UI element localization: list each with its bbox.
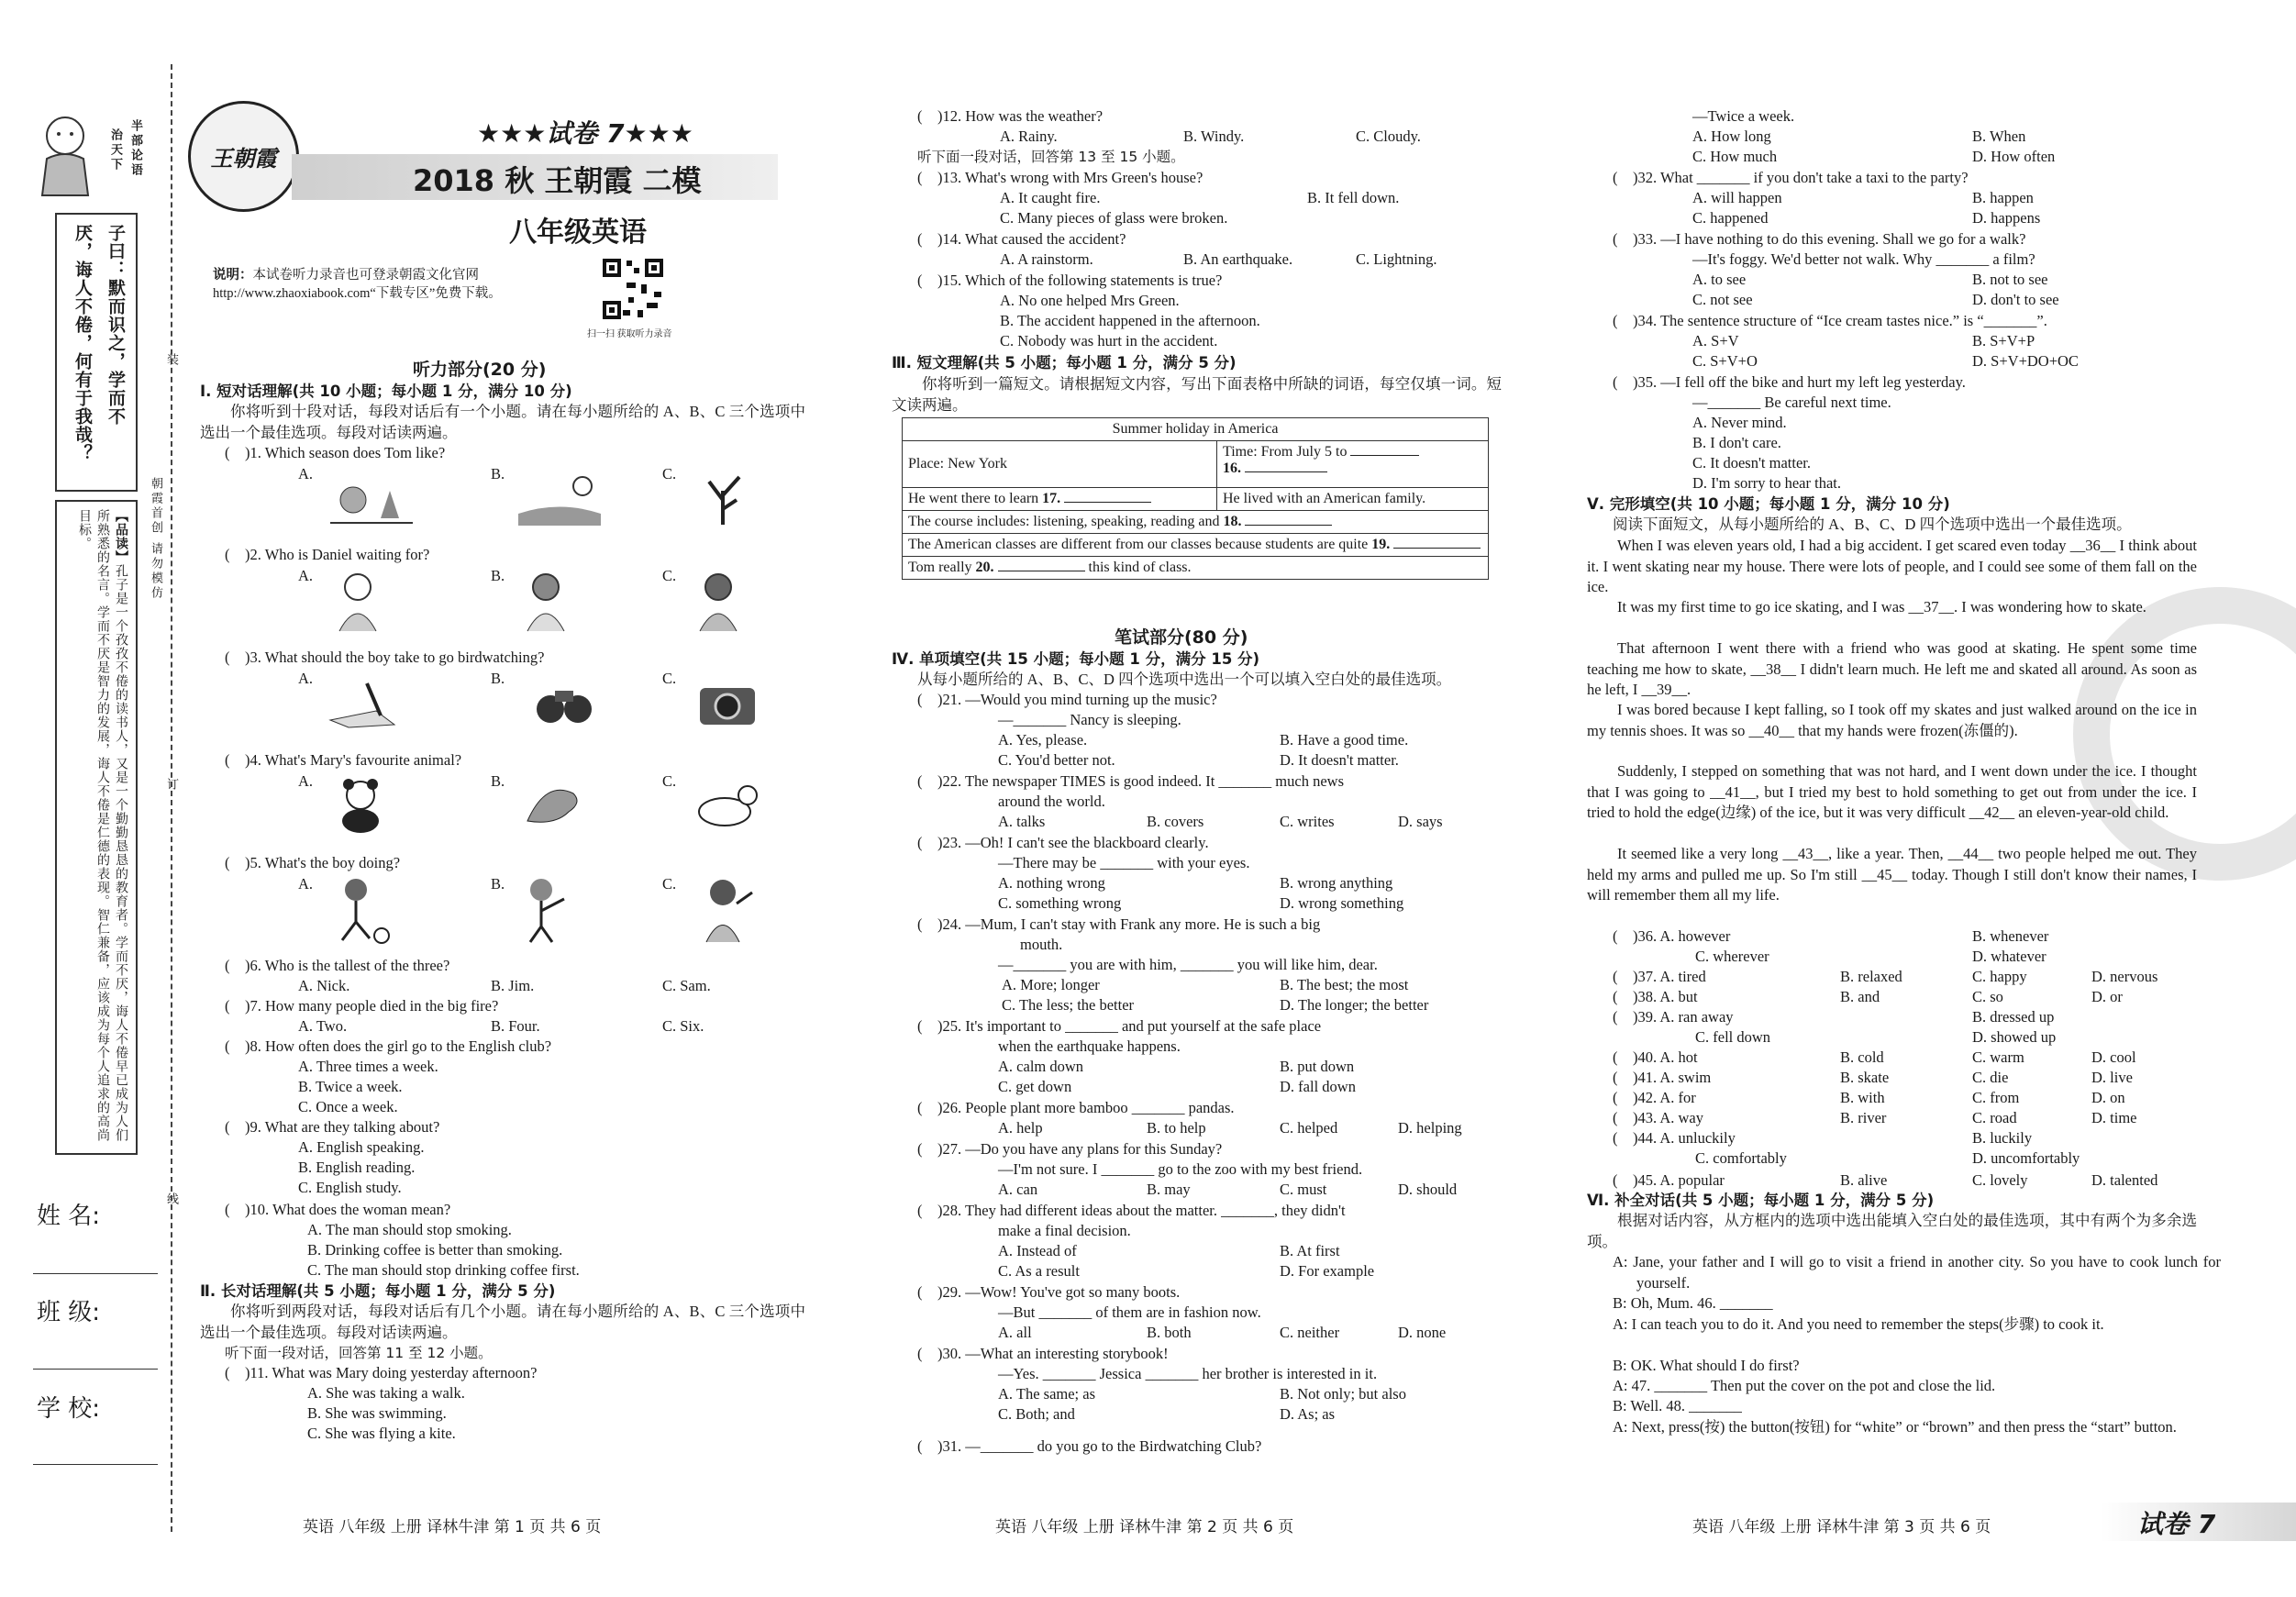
- q24-opt-b[interactable]: B. The best; the most: [1280, 976, 1409, 993]
- question-31: ( )31. —_______ do you go to the Birdwatching Club?: [917, 1437, 1262, 1455]
- q13-opt-a[interactable]: A. It caught fire.: [1000, 189, 1101, 206]
- logo: [188, 101, 299, 212]
- dialog-line-6: B: Well. 48. _______: [1613, 1397, 1742, 1414]
- writing-title: 笔试部分(80 分): [1115, 627, 1248, 648]
- q1-opt-c[interactable]: C.: [662, 465, 677, 482]
- q24-opt-c[interactable]: C. The less; the better: [1002, 996, 1135, 1014]
- c38-opt-d[interactable]: D. or: [2091, 988, 2123, 1005]
- q25-line2: when the earthquake happens.: [998, 1037, 1181, 1055]
- question-21: ( )21. —Would you mind turning up the music?: [917, 691, 1217, 708]
- q33-opt-c[interactable]: C. not see: [1692, 291, 1753, 308]
- q32-opt-d[interactable]: D. happens: [1972, 209, 2041, 227]
- cloze-40: ( )40. A. hot: [1613, 1048, 1698, 1066]
- boy-football-icon: [328, 876, 420, 931]
- q6-opt-a[interactable]: A. Nick.: [298, 977, 350, 994]
- c45-opt-b[interactable]: B. alive: [1840, 1171, 1888, 1189]
- boy-icon: [686, 569, 778, 624]
- c38-opt-c[interactable]: C. so: [1972, 988, 2003, 1005]
- c43-opt-d[interactable]: D. time: [2091, 1109, 2137, 1126]
- question-27: ( )27. —Do you have any plans for this Sunday?: [917, 1140, 1223, 1158]
- exam-title: 2018 秋 王朝霞 二模: [413, 163, 702, 198]
- question-11: ( )11. What was Mary doing yesterday afternoon?: [225, 1364, 538, 1381]
- c45-opt-c[interactable]: C. lovely: [1972, 1171, 2028, 1189]
- summer-beach-icon: [514, 472, 605, 527]
- q4-opt-c[interactable]: C.: [662, 772, 677, 790]
- q21-opt-a[interactable]: A. Yes, please.: [998, 731, 1088, 749]
- q22-line2: around the world.: [998, 793, 1105, 810]
- part2-sub2: 听下面一段对话，回答第 13 至 15 小题。: [917, 149, 1185, 165]
- question-15: ( )15. Which of the following statements is true?: [917, 272, 1223, 289]
- question-35: ( )35. —I fell off the bike and hurt my left leg yesterday.: [1613, 373, 1966, 391]
- question-26: ( )26. People plant more bamboo _______ pandas.: [917, 1099, 1235, 1116]
- quote-box: [55, 213, 138, 492]
- q27-line2: —I'm not sure. I _______ go to the zoo with my best friend.: [998, 1160, 1363, 1178]
- q35-opt-b[interactable]: B. I don't care.: [1692, 434, 1781, 451]
- q4-opt-b[interactable]: B.: [491, 772, 505, 790]
- part3-instructions: 你将听到一篇短文。请根据短文内容，写出下面表格中所缺的词语，每空仅填一词。短文读两遍。: [892, 375, 1502, 414]
- question-2: ( )2. Who is Daniel waiting for?: [225, 546, 430, 563]
- q8-opt-c[interactable]: C. Once a week.: [298, 1098, 398, 1115]
- q14-opt-c[interactable]: C. Lightning.: [1356, 250, 1437, 268]
- q26-opt-c[interactable]: C. helped: [1280, 1119, 1338, 1137]
- binding-line: [171, 64, 172, 1532]
- q22-opt-d[interactable]: D. says: [1398, 813, 1443, 830]
- table-lived: He lived with an American family.: [1217, 488, 1489, 511]
- q21-opt-d[interactable]: D. It doesn't matter.: [1280, 751, 1399, 769]
- c44-opt-d[interactable]: D. uncomfortably: [1972, 1149, 2080, 1167]
- motto: 半部论语: [128, 119, 142, 178]
- q30-opt-d[interactable]: D. As; as: [1280, 1405, 1336, 1423]
- q31-opt-d[interactable]: D. How often: [1972, 148, 2056, 165]
- q26-opt-d[interactable]: D. helping: [1398, 1119, 1462, 1137]
- boy-brushing-icon: [695, 876, 787, 931]
- q5-opt-b[interactable]: B.: [491, 875, 505, 893]
- cloze-41: ( )41. A. swim: [1613, 1069, 1712, 1086]
- quote-col1: 子曰：默而识之，学而不: [105, 224, 126, 426]
- class-label: 班 级:: [37, 1299, 101, 1326]
- q3-opt-a[interactable]: A.: [298, 670, 314, 687]
- c40-opt-b[interactable]: B. cold: [1840, 1048, 1884, 1066]
- q29-opt-d[interactable]: D. none: [1398, 1324, 1447, 1341]
- q22-opt-c[interactable]: C. writes: [1280, 813, 1335, 830]
- question-12: ( )12. How was the weather?: [917, 107, 1104, 125]
- q6-opt-b[interactable]: B. Jim.: [491, 977, 535, 994]
- cloze-39: ( )39. A. ran away: [1613, 1008, 1734, 1026]
- question-32: ( )32. What _______ if you don't take a taxi to the party?: [1613, 169, 1969, 186]
- panda-icon: [328, 775, 420, 830]
- q28-opt-c[interactable]: C. As a result: [998, 1262, 1080, 1280]
- footer-page2: 英语 八年级 上册 译林牛津 第 2 页 共 6 页: [995, 1518, 1294, 1536]
- school-label: 学 校:: [37, 1395, 101, 1423]
- dialog-line-5: A: 47. _______ Then put the cover on the pot and close the lid.: [1613, 1377, 1996, 1394]
- q35-opt-d[interactable]: D. I'm sorry to hear that.: [1692, 474, 1841, 492]
- cloze-para-2: It was my first time to go ice skating, and I was __37__. I was wondering how to skate.: [1617, 598, 2146, 616]
- q25-opt-c[interactable]: C. get down: [998, 1078, 1072, 1095]
- q24-line2: mouth.: [1020, 936, 1063, 953]
- q15-opt-b[interactable]: B. The accident happened in the afternoon.: [1000, 312, 1260, 329]
- name-line[interactable]: [33, 1273, 158, 1274]
- part2-title: Ⅱ. 长对话理解(共 5 小题；每小题 1 分，满分 5 分): [200, 1282, 556, 1300]
- q22-opt-a[interactable]: A. talks: [998, 813, 1046, 830]
- cloze-44: ( )44. A. unluckily: [1613, 1129, 1736, 1147]
- q15-opt-c[interactable]: C. Nobody was hurt in the accident.: [1000, 332, 1218, 349]
- q1-opt-b[interactable]: B.: [491, 465, 505, 482]
- table-place: Place: New York: [903, 441, 1217, 488]
- q10-opt-c[interactable]: C. The man should stop drinking coffee first.: [307, 1261, 580, 1279]
- question-29: ( )29. —Wow! You've got so many boots.: [917, 1283, 1181, 1301]
- c37-opt-d[interactable]: D. nervous: [2091, 968, 2158, 985]
- q25-opt-a[interactable]: A. calm down: [998, 1058, 1084, 1075]
- question-25: ( )25. It's important to _______ and put yourself at the safe place: [917, 1017, 1322, 1035]
- question-9: ( )9. What are they talking about?: [225, 1118, 440, 1136]
- question-1: ( )1. Which season does Tom like?: [225, 444, 446, 461]
- c42-opt-d[interactable]: D. on: [2091, 1089, 2125, 1106]
- logo-text: 王朝霞: [210, 145, 277, 172]
- q23-opt-b[interactable]: B. wrong anything: [1280, 874, 1393, 892]
- q4-opt-a[interactable]: A.: [298, 772, 314, 790]
- q27-opt-d[interactable]: D. should: [1398, 1181, 1458, 1198]
- part1-instructions: 你将听到十段对话，每段对话后有一个小题。请在每小题所给的 A、B、C 三个选项中选出一个最佳选项。每段对话读两遍。: [200, 403, 805, 441]
- q27-opt-b[interactable]: B. may: [1147, 1181, 1191, 1198]
- cloze-37: ( )37. A. tired: [1613, 968, 1706, 985]
- q11-opt-b[interactable]: B. She was swimming.: [307, 1404, 447, 1422]
- q29-line2: —But _______ of them are in fashion now.: [998, 1303, 1261, 1321]
- q24-opt-d[interactable]: D. The longer; the better: [1280, 996, 1429, 1014]
- q23-opt-d[interactable]: D. wrong something: [1280, 894, 1404, 912]
- part5-title: Ⅴ. 完形填空(共 10 小题；每小题 1 分，满分 10 分): [1587, 495, 1950, 513]
- q34-opt-c[interactable]: C. S+V+O: [1692, 352, 1758, 370]
- q32-opt-b[interactable]: B. happen: [1972, 189, 2034, 206]
- cloze-43: ( )43. A. way: [1613, 1109, 1703, 1126]
- q9-opt-b[interactable]: B. English reading.: [298, 1159, 416, 1176]
- question-10: ( )10. What does the woman mean?: [225, 1201, 451, 1218]
- c44-opt-c[interactable]: C. comfortably: [1695, 1149, 1787, 1167]
- q35-opt-a[interactable]: A. Never mind.: [1692, 414, 1787, 431]
- dialog-line-2: B: Oh, Mum. 46. _______: [1613, 1294, 1773, 1312]
- q9-opt-c[interactable]: C. English study.: [298, 1179, 402, 1196]
- cut-mark-1: 装: [164, 353, 178, 365]
- q34-opt-a[interactable]: A. S+V: [1692, 332, 1739, 349]
- question-8: ( )8. How often does the girl go to the English club?: [225, 1037, 552, 1055]
- q6-opt-c[interactable]: C. Sam.: [662, 977, 711, 994]
- dialog-line-7: A: Next, press(按) the button(按钮) for “white” or “brown” and then press the “start” button.: [1613, 1418, 2177, 1436]
- q21-opt-c[interactable]: C. You'd better not.: [998, 751, 1115, 769]
- q8-opt-b[interactable]: B. Twice a week.: [298, 1078, 403, 1095]
- blank-16[interactable]: [1245, 471, 1327, 472]
- footer-page1: 英语 八年级 上册 译林牛津 第 1 页 共 6 页: [303, 1518, 602, 1536]
- spring-scene-icon: [326, 472, 417, 527]
- q30-opt-c[interactable]: C. Both; and: [998, 1405, 1075, 1423]
- question-33: ( )33. —I have nothing to do this evening. Shall we go for a walk?: [1613, 230, 2026, 248]
- c42-opt-b[interactable]: B. with: [1840, 1089, 1885, 1106]
- q10-opt-a[interactable]: A. The man should stop smoking.: [307, 1221, 512, 1238]
- motto-2: 治天下: [108, 128, 122, 172]
- q2-opt-a[interactable]: A.: [298, 567, 314, 584]
- c42-opt-c[interactable]: C. from: [1972, 1089, 2020, 1106]
- reading-box: [55, 500, 138, 1155]
- cloze-para-4: I was bored because I kept falling, so I took off my skates and just walked around on the ice in my tennis shoes. It was so __40__ that my hands were frozen(冻僵的).: [1587, 701, 2197, 739]
- c37-opt-b[interactable]: B. relaxed: [1840, 968, 1902, 985]
- cloze-36: ( )36. A. however: [1613, 927, 1731, 945]
- q8-opt-a[interactable]: A. Three times a week.: [298, 1058, 438, 1075]
- q25-opt-b[interactable]: B. put down: [1280, 1058, 1355, 1075]
- q21-line2: —_______ Nancy is sleeping.: [998, 711, 1181, 728]
- cloze-para-1: When I was eleven years old, I had a big accident. I get scared even today __36__ I think about it. I went skating near my house. There were lots of people, and I could see some of them fall on the ice.: [1587, 537, 2197, 595]
- part5-instructions: 阅读下面短文，从每小题所给的 A、B、C、D 四个选项中选出一个最佳选项。: [1613, 516, 2132, 533]
- part6-instructions: 根据对话内容，从方框内的选项中选出能填入空白处的最佳选项，其中有两个为多余选项。: [1587, 1212, 2197, 1250]
- q30-opt-b[interactable]: B. Not only; but also: [1280, 1385, 1406, 1403]
- c45-opt-d[interactable]: D. talented: [2091, 1171, 2158, 1189]
- qr-caption: 扫一扫 获取听力录音: [587, 329, 672, 339]
- q9-opt-a[interactable]: A. English speaking.: [298, 1138, 425, 1156]
- q12-opt-b[interactable]: B. Windy.: [1183, 128, 1245, 145]
- blank-19[interactable]: [1393, 548, 1481, 549]
- q35-opt-c[interactable]: C. It doesn't matter.: [1692, 454, 1811, 471]
- dolphin-icon: [518, 775, 610, 830]
- question-24: ( )24. —Mum, I can't stay with Frank any more. He is such a big: [917, 915, 1321, 933]
- cloze-42: ( )42. A. for: [1613, 1089, 1696, 1106]
- q30-line2: —Yes. _______ Jessica _______ her brother is interested in it.: [998, 1365, 1378, 1382]
- q25-opt-d[interactable]: D. fall down: [1280, 1078, 1356, 1095]
- q31-line2: —Twice a week.: [1692, 107, 1795, 125]
- q3-opt-b[interactable]: B.: [491, 670, 505, 687]
- q28-opt-b[interactable]: B. At first: [1280, 1242, 1340, 1259]
- camera-icon: [695, 674, 787, 729]
- q34-opt-d[interactable]: D. S+V+DO+OC: [1972, 352, 2079, 370]
- qr-code[interactable]: [601, 257, 665, 321]
- part2-instructions: 你将听到两段对话，每段对话后有几个小题。请在每小题所给的 A、B、C 三个选项中选出一个最佳选项。每段对话读两遍。: [200, 1303, 805, 1341]
- question-23: ( )23. —Oh! I can't see the blackboard clearly.: [917, 834, 1209, 851]
- c40-opt-d[interactable]: D. cool: [2091, 1048, 2136, 1066]
- q28-opt-d[interactable]: D. For example: [1280, 1262, 1375, 1280]
- q12-opt-c[interactable]: C. Cloudy.: [1356, 128, 1421, 145]
- question-5: ( )5. What's the boy doing?: [225, 854, 401, 871]
- q2-opt-b[interactable]: B.: [491, 567, 505, 584]
- q21-opt-b[interactable]: B. Have a good time.: [1280, 731, 1409, 749]
- q29-opt-b[interactable]: B. both: [1147, 1324, 1192, 1341]
- part2-sub1: 听下面一段对话，回答第 11 至 12 小题。: [225, 1345, 493, 1361]
- q31-opt-a[interactable]: A. How long: [1692, 128, 1771, 145]
- q24-opt-a[interactable]: A. More; longer: [1002, 976, 1100, 993]
- c36-opt-c[interactable]: C. wherever: [1695, 948, 1769, 965]
- class-line[interactable]: [33, 1369, 158, 1370]
- cut-mark-2: 订: [164, 778, 178, 790]
- c39-opt-d[interactable]: D. showed up: [1972, 1028, 2057, 1046]
- q10-opt-b[interactable]: B. Drinking coffee is better than smoking.: [307, 1241, 563, 1259]
- question-4: ( )4. What's Mary's favourite animal?: [225, 751, 462, 769]
- question-3: ( )3. What should the boy take to go birdwatching?: [225, 649, 545, 666]
- c43-opt-c[interactable]: C. road: [1972, 1109, 2017, 1126]
- c40-opt-c[interactable]: C. warm: [1972, 1048, 2024, 1066]
- question-13: ( )13. What's wrong with Mrs Green's house?: [917, 169, 1203, 186]
- c37-opt-c[interactable]: C. happy: [1972, 968, 2027, 985]
- part6-title: Ⅵ. 补全对话(共 5 小题；每小题 1 分，满分 5 分): [1587, 1192, 1935, 1209]
- q32-opt-a[interactable]: A. will happen: [1692, 189, 1782, 206]
- cloze-para-5: Suddenly, I stepped on something that was not hard, and I went down under the ice. I thought that I was going to __41__, but I tried my best to hold something to get out from under the ice. I tried to hold the edge(边缘) of the ice, but it was very difficult __42__ an eleven-year-old child.: [1587, 762, 2197, 821]
- q11-opt-c[interactable]: C. She was flying a kite.: [307, 1425, 456, 1442]
- reading-text: 【品读】孔子是一个孜孜不倦的读书人，又是一个勤勤恳恳的教育者。学而不厌，诲人不倦早已成为人们所熟悉的名言。学而不厌是智力的发展，诲人不倦是仁德的表现。智仁兼备，应该成为每个人追求的高尚目标。: [77, 509, 128, 1142]
- cut-mark-3: 线: [164, 1192, 178, 1204]
- q35-line2: —_______ Be careful next time.: [1692, 394, 1891, 411]
- cloze-38: ( )38. A. but: [1613, 988, 1698, 1005]
- q7-opt-a[interactable]: A. Two.: [298, 1017, 348, 1035]
- q31-opt-b[interactable]: B. When: [1972, 128, 2026, 145]
- c36-opt-d[interactable]: D. whatever: [1972, 948, 2046, 965]
- dialog-line-3: A: I can teach you to do it. And you need to remember the steps(步骤) to cook it.: [1613, 1315, 2104, 1333]
- boy-kite-icon: [514, 876, 605, 931]
- binoculars-icon: [532, 677, 624, 732]
- q7-opt-c[interactable]: C. Six.: [662, 1017, 704, 1035]
- table-classes: The American classes are different from our classes because students are quite 19.: [903, 534, 1489, 557]
- q31-opt-c[interactable]: C. How much: [1692, 148, 1778, 165]
- paper-tag: 试卷 7: [2137, 1509, 2216, 1539]
- listening-title: 听力部分(20 分): [413, 360, 547, 380]
- question-22: ( )22. The newspaper TIMES is good indeed. It _______ much news: [917, 772, 1344, 790]
- q28-line2: make a final decision.: [998, 1222, 1131, 1239]
- dialog-line-4: B: OK. What should I do first?: [1613, 1357, 1800, 1374]
- table-course: The course includes: listening, speaking, reading and 18.: [903, 511, 1489, 534]
- table-really: Tom really 20. this kind of class.: [903, 557, 1489, 580]
- table-title: Summer holiday in America: [903, 418, 1489, 441]
- c41-opt-c[interactable]: C. die: [1972, 1069, 2009, 1086]
- q29-opt-c[interactable]: C. neither: [1280, 1324, 1340, 1341]
- q13-opt-c[interactable]: C. Many pieces of glass were broken.: [1000, 209, 1228, 227]
- q15-opt-a[interactable]: A. No one helped Mrs Green.: [1000, 292, 1180, 309]
- part3-title: Ⅲ. 短文理解(共 5 小题；每小题 1 分，满分 5 分): [892, 354, 1237, 372]
- bare-tree-icon: [686, 468, 778, 523]
- school-line[interactable]: [33, 1464, 158, 1465]
- q13-opt-b[interactable]: B. It fell down.: [1307, 189, 1400, 206]
- q24-line3: —_______ you are with him, _______ you will like him, dear.: [998, 956, 1378, 973]
- c41-opt-d[interactable]: D. live: [2091, 1069, 2133, 1086]
- q23-line2: —There may be _______ with your eyes.: [998, 854, 1250, 871]
- q12-opt-a[interactable]: A. Rainy.: [1000, 128, 1058, 145]
- part1-title: Ⅰ. 短对话理解(共 10 小题；每小题 1 分，满分 10 分): [200, 383, 572, 400]
- question-14: ( )14. What caused the accident?: [917, 230, 1126, 248]
- c36-opt-b[interactable]: B. whenever: [1972, 927, 2049, 945]
- sage-illustration: [33, 108, 97, 200]
- c39-opt-c[interactable]: C. fell down: [1695, 1028, 1771, 1046]
- q34-opt-b[interactable]: B. S+V+P: [1972, 332, 2035, 349]
- girl-icon: [514, 569, 605, 624]
- c44-opt-b[interactable]: B. luckily: [1972, 1129, 2033, 1147]
- q5-opt-a[interactable]: A.: [298, 875, 314, 893]
- paper-number: ★★★试卷 7★★★: [477, 118, 693, 149]
- q22-opt-b[interactable]: B. covers: [1147, 813, 1204, 830]
- q7-opt-b[interactable]: B. Four.: [491, 1017, 540, 1035]
- q33-opt-b[interactable]: B. not to see: [1972, 271, 2048, 288]
- part4-title: Ⅳ. 单项填空(共 15 小题；每小题 1 分，满分 15 分): [892, 650, 1260, 668]
- table-time: Time: From July 5 to 16.: [1217, 441, 1489, 488]
- q33-opt-a[interactable]: A. to see: [1692, 271, 1747, 288]
- blank-17[interactable]: [1064, 502, 1151, 503]
- q26-opt-a[interactable]: A. help: [998, 1119, 1043, 1137]
- q11-opt-a[interactable]: A. She was taking a walk.: [307, 1384, 465, 1402]
- notebook-pen-icon: [326, 674, 417, 729]
- dog-icon: [688, 775, 780, 830]
- intro-note: 说明：本试卷听力录音也可登录朝霞文化官网 http://www.zhaoxiabook.com“下载专区”免费下载。: [213, 268, 502, 301]
- name-label: 姓 名:: [37, 1203, 101, 1230]
- c41-opt-b[interactable]: B. skate: [1840, 1069, 1890, 1086]
- question-7: ( )7. How many people died in the big fire?: [225, 997, 499, 1015]
- q28-opt-a[interactable]: A. Instead of: [998, 1242, 1077, 1259]
- question-6: ( )6. Who is the tallest of the three?: [225, 957, 450, 974]
- q30-opt-a[interactable]: A. The same; as: [998, 1385, 1096, 1403]
- footer-page3: 英语 八年级 上册 译林牛津 第 3 页 共 6 页: [1692, 1518, 1991, 1536]
- woman-icon: [326, 569, 417, 624]
- cloze-para-6: It seemed like a very long __43__, like a year. Then, __44__ two people helped me out. They held my arms and pulled me up. So I'm still __45__ today. Though I still don't know their names, I will remember them all my life.: [1587, 845, 2197, 904]
- q29-opt-a[interactable]: A. all: [998, 1324, 1032, 1341]
- q32-opt-c[interactable]: C. happened: [1692, 209, 1769, 227]
- subject-title: 八年级英语: [509, 216, 647, 249]
- q23-opt-c[interactable]: C. something wrong: [998, 894, 1122, 912]
- q33-line2: —It's foggy. We'd better not walk. Why _______ a film?: [1692, 250, 2035, 268]
- q14-opt-b[interactable]: B. An earthquake.: [1183, 250, 1293, 268]
- q14-opt-a[interactable]: A. A rainstorm.: [1000, 250, 1093, 268]
- q26-opt-b[interactable]: B. to help: [1147, 1119, 1206, 1137]
- question-30: ( )30. —What an interesting storybook!: [917, 1345, 1169, 1362]
- q33-opt-d[interactable]: D. don't to see: [1972, 291, 2059, 308]
- dialog-line-1: A: Jane, your father and I will go to visit a friend in another city. So you have to cook lunch for yourself.: [1613, 1253, 2221, 1292]
- table-learn: He went there to learn 17.: [903, 488, 1217, 511]
- summer-table: [902, 417, 1489, 580]
- c39-opt-b[interactable]: B. dressed up: [1972, 1008, 2055, 1026]
- q3-opt-c[interactable]: C.: [662, 670, 677, 687]
- q5-opt-c[interactable]: C.: [662, 875, 677, 893]
- q27-opt-a[interactable]: A. can: [998, 1181, 1038, 1198]
- part4-instructions: 从每小题所给的 A、B、C、D 四个选项中选出一个可以填入空白处的最佳选项。: [917, 671, 1452, 688]
- question-28: ( )28. They had different ideas about the matter. _______, they didn't: [917, 1202, 1346, 1219]
- cloze-45: ( )45. A. popular: [1613, 1171, 1725, 1189]
- q2-opt-c[interactable]: C.: [662, 567, 677, 584]
- c43-opt-b[interactable]: B. river: [1840, 1109, 1887, 1126]
- q1-opt-a[interactable]: A.: [298, 465, 314, 482]
- q27-opt-c[interactable]: C. must: [1280, 1181, 1327, 1198]
- brand-note: 朝霞首创 请勿模仿: [149, 477, 162, 602]
- cloze-para-3: That afternoon I went there with a friend who was good at skating. He spent some time teaching me how to skate, __38__ I didn't learn much. He left me and skated all around. As soon as he left, I __39__.: [1587, 639, 2197, 698]
- c38-opt-b[interactable]: B. and: [1840, 988, 1880, 1005]
- question-34: ( )34. The sentence structure of “Ice cream tastes nice.” is “_______”.: [1613, 312, 2047, 329]
- quote-col2: 厌，诲人不倦，何有于我哉？: [72, 224, 93, 462]
- blank-18[interactable]: [1245, 525, 1332, 526]
- q23-opt-a[interactable]: A. nothing wrong: [998, 874, 1105, 892]
